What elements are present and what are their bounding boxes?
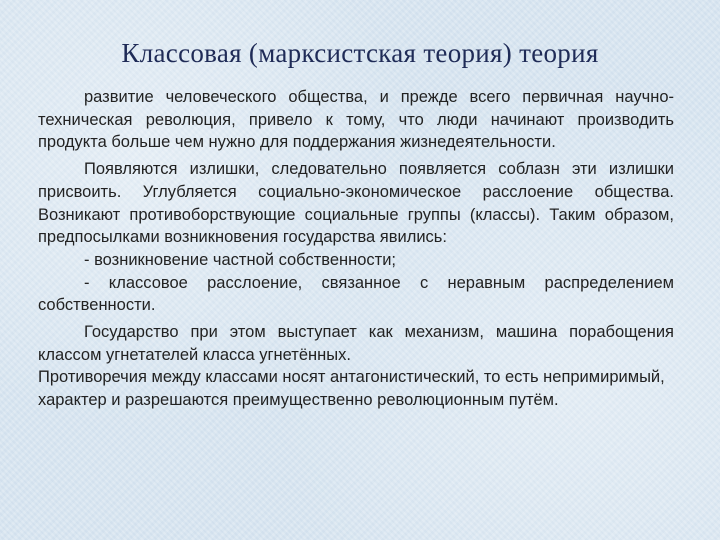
list-item-private-property: - возникновение частной собственности; bbox=[84, 250, 397, 269]
paragraph-surplus: Появляются излишки, следовательно появляется соблазн эти излишки присвоить. Углубляется социально-экономическое расслоение общества. Возникают противоборствующие социальные группы (классы). Таким образом, предпосылками возникновения государства явились: bbox=[38, 160, 674, 247]
slide-title: Классовая (марксистская теория) теория bbox=[121, 38, 599, 68]
paragraph-state-mechanism: Государство при этом выступает как механизм, машина порабощения классом угнетателей класса угнетённых. bbox=[38, 323, 674, 364]
paragraph-intro: развитие человеческого общества, и прежде всего первичная научно-техническая революция, привело к тому, что люди начинают производить продукта больше чем нужно для поддержания жизнедеятельности. bbox=[38, 88, 674, 152]
slide-body bbox=[38, 86, 674, 412]
list-item-class-stratification: - классовое расслоение, связанное с неравным распределением собственности. bbox=[38, 273, 674, 315]
paragraph-contradictions: Противоречия между классами носят антагонистический, то есть непримиримый, характер и разрешаются преимущественно революционным путём. bbox=[38, 368, 665, 410]
